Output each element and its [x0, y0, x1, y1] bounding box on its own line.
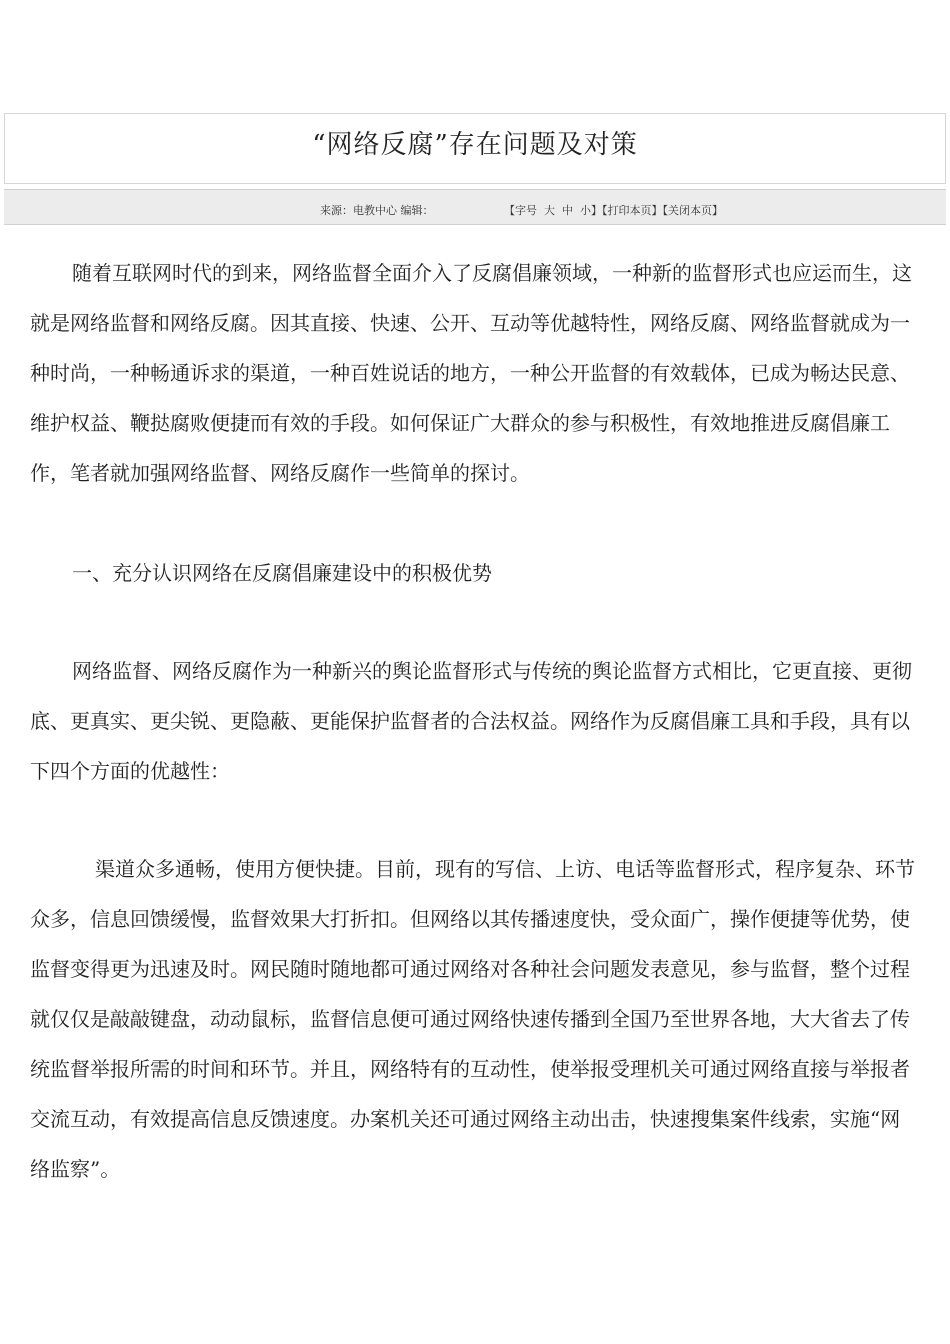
meta-bar	[4, 189, 946, 225]
paragraph-intro: 随着互联网时代的到来，网络监督全面介入了反腐倡廉领域，一种新的监督形式也应运而生，这就是网络监督和网络反腐。因其直接、快速、公开、互动等优越特性，网络反腐、网络监督就成为一种时尚，一种畅通诉求的渠道，一种百姓说话的地方，一种公开监督的有效载体，已成为畅达民意、维护权益、鞭挞腐败便捷而有效的手段。如何保证广大群众的参与积极性，有效地推进反腐倡廉工作，笔者就加强网络监督、网络反腐作一些简单的探讨。	[30, 261, 912, 485]
font-size-label: 【字号	[504, 204, 537, 217]
font-size-small-link[interactable]: 小】	[580, 204, 602, 217]
article-tools	[504, 202, 723, 218]
paragraph-advantages: 网络监督、网络反腐作为一种新兴的舆论监督形式与传统的舆论监督方式相比，它更直接、更彻底、更真实、更尖锐、更隐蔽、更能保护监督者的合法权益。网络作为反腐倡廉工具和手段，具有以下四个方面的优越性：	[30, 659, 912, 783]
font-size-large-link[interactable]: 大	[544, 204, 555, 217]
font-size-medium-link[interactable]: 中	[562, 204, 573, 217]
article-title: “网络反腐”存在问题及对策	[312, 130, 638, 160]
paragraph-channels: 渠道众多通畅，使用方便快捷。目前，现有的写信、上访、电话等监督形式，程序复杂、环节众多，信息回馈缓慢，监督效果大打折扣。但网络以其传播速度快，受众面广，操作便捷等优势，使监督变得更为迅速及时。网民随时随地都可通过网络对各种社会问题发表意见，参与监督，整个过程就仅仅是敲敲键盘，动动鼠标，监督信息便可通过网络快速传播到全国乃至世界各地，大大省去了传统监督举报所需的时间和环节。并且，网络特有的互动性，使举报受理机关可通过网络直接与举报者交流互动，有效提高信息反馈速度。办案机关还可通过网络主动出击，快速搜集案件线索，实施“网络监察”。	[30, 857, 915, 1181]
section-heading: 一、充分认识网络在反腐倡廉建设中的积极优势	[72, 561, 492, 585]
close-page-link[interactable]: 【关闭本页】	[662, 204, 723, 217]
article-source: 来源：电教中心 编辑：	[320, 204, 434, 217]
print-page-link[interactable]: 【打印本页】	[602, 204, 663, 217]
